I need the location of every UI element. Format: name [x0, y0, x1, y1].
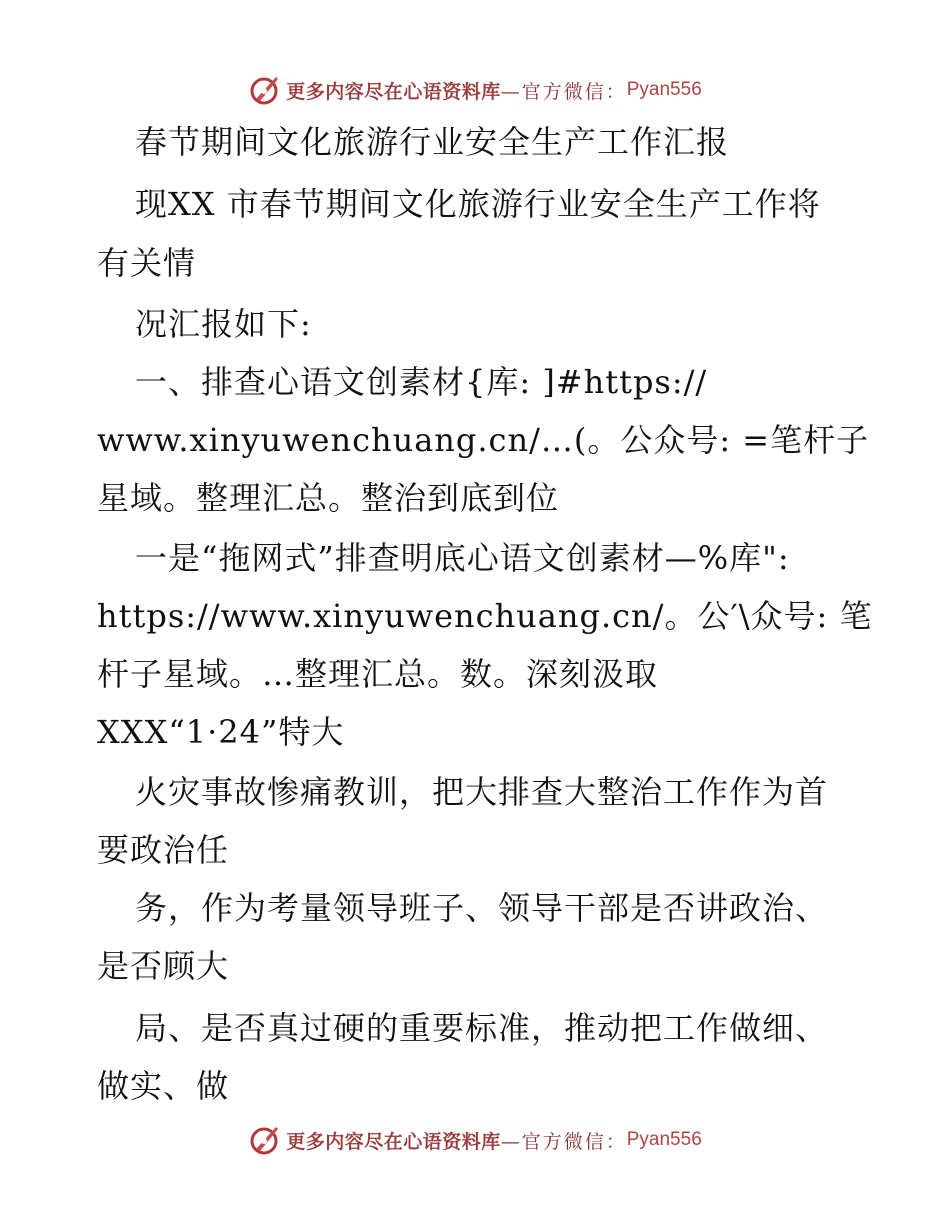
- paragraph-line: 要政治任: [97, 831, 230, 869]
- quill-logo-icon: [248, 73, 282, 107]
- banner-wechat-id: Pyan556: [626, 1129, 702, 1150]
- paragraph-line: www.xinyuwenchuang.cn/…(。公众号: =笔杆子: [97, 421, 870, 459]
- footer-watermark-banner: [0, 1120, 950, 1160]
- document-title: 春节期间文化旅游行业安全生产工作汇报: [135, 123, 730, 161]
- quill-logo-icon: [248, 1123, 282, 1157]
- paragraph-line: 星域。整理汇总。整治到底到位: [97, 479, 560, 517]
- banner-separator-text: —官方微信：: [500, 80, 627, 103]
- paragraph-line: XXX“1·24”特大: [97, 713, 345, 751]
- paragraph-line: 务，作为考量领导班子、领导干部是否讲政治、: [135, 889, 829, 927]
- paragraph-line: 做实、做: [97, 1067, 230, 1105]
- paragraph-line: 是否顾大: [97, 947, 230, 985]
- paragraph-line: 杆子星域。…整理汇总。数。深刻汲取: [97, 655, 659, 693]
- banner-separator-text: —官方微信：: [500, 1130, 627, 1153]
- section-heading-line: 一、排查心语文创素材{库: ]#https://: [135, 363, 708, 401]
- paragraph-line: 一是“拖网式”排查明底心语文创素材—%库":: [135, 539, 790, 577]
- paragraph-line: 现XX 市春节期间文化旅游行业安全生产工作将: [135, 185, 821, 223]
- paragraph-line: 火灾事故惨痛教训，把大排查大整治工作作为首: [135, 773, 829, 811]
- header-watermark-banner: [0, 70, 950, 110]
- banner-wechat-id: Pyan556: [626, 79, 702, 100]
- paragraph-line: 况汇报如下:: [135, 305, 312, 343]
- paragraph-line: 局、是否真过硬的重要标准，推动把工作做细、: [135, 1009, 829, 1047]
- paragraph-line: 有关情: [97, 244, 197, 282]
- paragraph-line: https://www.xinyuwenchuang.cn/。公′\众号: 笔: [97, 597, 873, 635]
- banner-main-text: 更多内容尽在心语资料库: [286, 80, 501, 103]
- banner-main-text: 更多内容尽在心语资料库: [286, 1130, 501, 1153]
